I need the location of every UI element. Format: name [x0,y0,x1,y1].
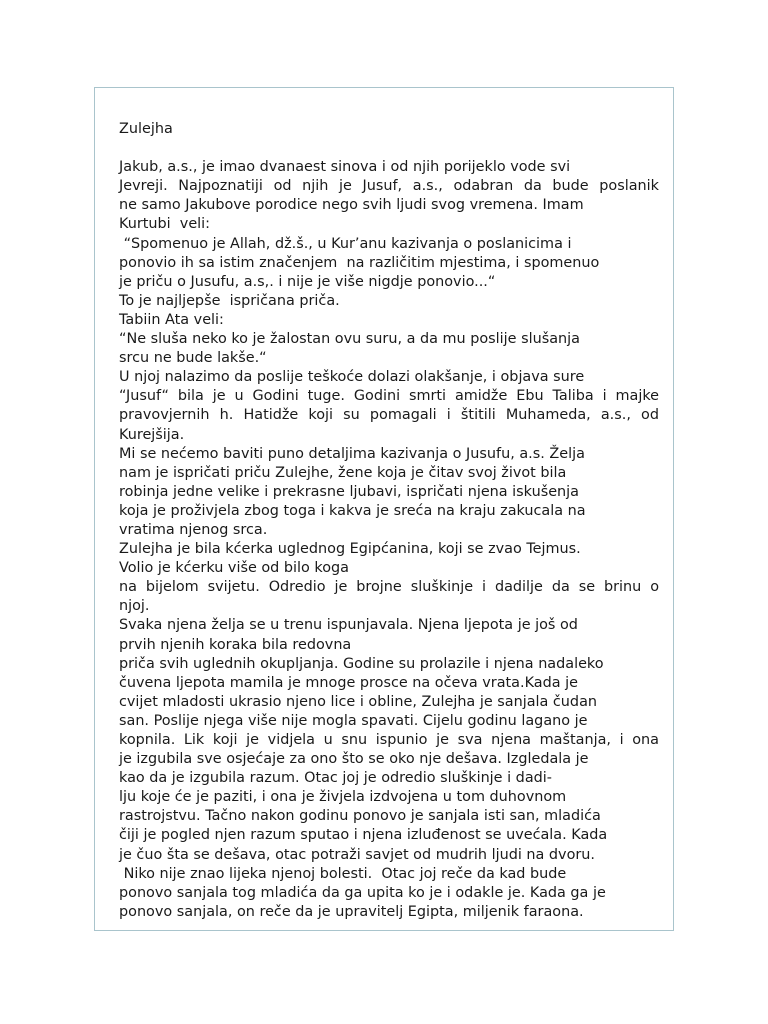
text-line: Svaka njena želja se u trenu ispunjavala. Njena ljepota je još od [119,617,578,634]
text-line: Jakub, a.s., je imao dvanaest sinova i od njih porijeklo vode svi [119,159,571,176]
text-line: Volio je kćerku više od bilo koga [119,560,349,577]
text-line: ponovo sanjala tog mladića da ga upita ko je i odakle je. Kada ga je [119,884,606,901]
text-line: srcu ne bude lakše.“ [119,350,267,367]
text-line: Jevreji. Najpoznatiji od njih je Jusuf, a.s., odabran da bude poslanik [119,178,659,195]
text-line: U njoj nalazimo da poslije teškoće dolazi olakšanje, i objava sure [119,369,585,386]
text-line: njoj. [119,598,150,615]
text-line: ponovio ih sa istim značenjem na različitim mjestima, i spomenuo [119,254,600,271]
text-line: Kurtubi veli: [119,216,211,233]
text-line: na bijelom svijetu. Odredio je brojne sluškinje i dadilje da se brinu o [119,579,659,596]
document-text [119,120,659,922]
text-line: je priču o Jusufu, a.s,. i nije je više nigdje ponovio...“ [119,273,496,290]
text-line: cvijet mladosti ukrasio njeno lice i obline, Zulejha je sanjala čudan [119,693,598,710]
text-line: “Spomenuo je Allah, dž.š., u Kur’anu kazivanja o poslanicima i [119,235,572,252]
text-line: je izgubila sve osjećaje za ono što se oko nje dešava. Izgledala je [119,751,589,768]
text-line: To je najljepše ispričana priča. [119,292,340,309]
text-line: čuvena ljepota mamila je mnoge prosce na očeva vrata.Kada je [119,674,578,691]
text-line: ponovo sanjala, on reče da je upravitelj Egipta, miljenik faraona. [119,903,584,920]
text-line: san. Poslije njega više nije mogla spavati. Cijelu godinu lagano je [119,712,588,729]
text-line: robinja jedne velike i prekrasne ljubavi, ispričati njena iskušenja [119,483,579,500]
text-line: pravovjernih h. Hatidže koji su pomagali i štitili Muhameda, a.s., od [119,407,659,424]
text-line: Kurejšija. [119,426,185,443]
text-line: “Jusuf“ bila je u Godini tuge. Godini smrti amidže Ebu Taliba i majke [119,388,659,405]
blank-line [119,139,659,158]
text-line: vratima njenog srca. [119,521,268,538]
text-line: prvih njenih koraka bila redovna [119,636,352,653]
text-line: Mi se nećemo baviti puno detaljima kazivanja o Jusufu, a.s. Želja [119,445,585,462]
text-line: Zulejha je bila kćerka uglednog Egipćanina, koji se zvao Tejmus. [119,541,581,558]
text-line: kao da je izgubila razum. Otac joj je odredio sluškinje i dadi- [119,770,552,787]
text-line: priča svih uglednih okupljanja. Godine su prolazile i njena nadaleko [119,655,604,672]
text-line: je čuo šta se dešava, otac potraži savjet od mudrih ljudi na dvoru. [119,846,595,863]
text-line: čiji je pogled njen razum sputao i njena izluđenost se uvećala. Kada [119,827,608,844]
text-line: rastrojstvu. Tačno nakon godinu ponovo je sanjala isti san, mladića [119,808,601,825]
text-line: Tabiin Ata veli: [119,311,224,328]
text-line: nam je ispričati priču Zulejhe, žene koja je čitav svoj život bila [119,464,567,481]
text-line: lju koje će je paziti, i ona je živjela izdvojena u tom duhovnom [119,789,567,806]
document-title: Zulejha [119,121,173,137]
text-line: ne samo Jakubove porodice nego svih ljudi svog vremena. Imam [119,197,584,214]
document-page [94,87,674,931]
text-line: Niko nije znao lijeka njenoj bolesti. Otac joj reče da kad bude [119,865,567,882]
text-line: koja je proživjela zbog toga i kakva je sreća na kraju zakucala na [119,502,586,519]
text-line: “Ne sluša neko ko je žalostan ovu suru, a da mu poslije slušanja [119,331,580,348]
text-line: kopnila. Lik koji je vidjela u snu ispunio je sva njena maštanja, i ona [119,732,659,748]
